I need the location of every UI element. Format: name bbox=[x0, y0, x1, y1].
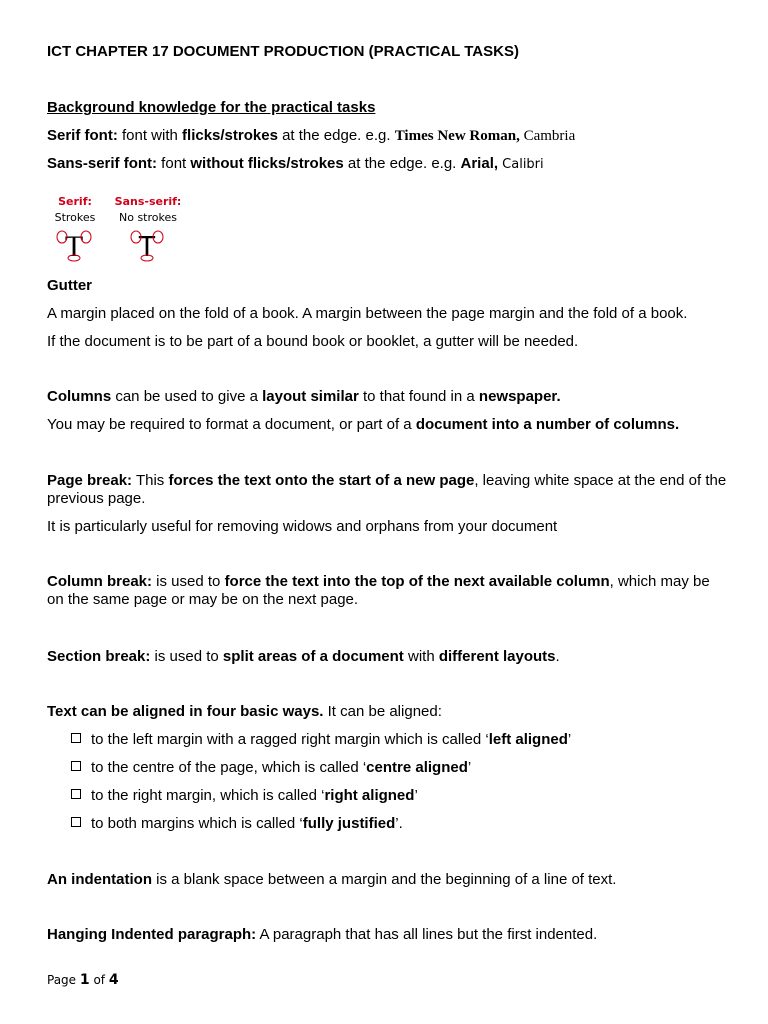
column-break-paragraph bbox=[47, 573, 728, 609]
hanging-indent-bold: Hanging Indented paragraph: bbox=[47, 926, 257, 943]
serif-label: Serif font: bbox=[47, 127, 118, 144]
serif-bold-1: flicks/strokes bbox=[182, 127, 278, 144]
columns-p2-bold: document into a number of columns. bbox=[415, 416, 680, 433]
list-item-text: to both margins which is called ‘ bbox=[91, 815, 303, 832]
section-break-bold-2: different layouts bbox=[438, 648, 556, 665]
sans-label: Sans-serif font: bbox=[47, 155, 158, 172]
columns-text-2: to that found in a bbox=[358, 388, 479, 405]
figure-sans-title: Sans-serif: bbox=[114, 195, 182, 208]
columns-paragraph-2 bbox=[47, 416, 728, 434]
list-item-bold: right aligned bbox=[324, 787, 415, 804]
figure-sans-glyph: T bbox=[138, 231, 156, 263]
list-item bbox=[71, 731, 728, 749]
indentation-paragraph bbox=[47, 871, 728, 889]
column-break-text-2: , which may be on the same page or may be on the next page. bbox=[47, 573, 710, 608]
hanging-indent-text: A paragraph that has all lines but the first indented. bbox=[256, 926, 598, 943]
gutter-heading-text: Gutter bbox=[47, 277, 92, 294]
footer-page-number: 1 bbox=[79, 972, 90, 988]
column-break-bold: force the text into the top of the next available column bbox=[224, 573, 610, 590]
list-item-bold: left aligned bbox=[488, 731, 568, 748]
figure-serif-title: Serif: bbox=[58, 195, 92, 208]
list-item-tail: ’. bbox=[395, 815, 403, 832]
serif-example-times: Times New Roman, bbox=[394, 128, 520, 144]
list-item-text: to the right margin, which is called ‘ bbox=[91, 787, 325, 804]
checkbox-bullet-icon bbox=[71, 761, 81, 771]
alignment-intro-bold: Text can be aligned in four basic ways. bbox=[47, 703, 324, 720]
section-break-text-2: with bbox=[403, 648, 439, 665]
page-break-paragraph-2: It is particularly useful for removing widows and orphans from your document bbox=[47, 518, 558, 535]
checkbox-bullet-icon bbox=[71, 733, 81, 743]
serif-text-2: at the edge. e.g. bbox=[277, 127, 395, 144]
indentation-bold: An indentation bbox=[47, 871, 152, 888]
serif-text-1: font with bbox=[117, 127, 183, 144]
figure-serif-sub: Strokes bbox=[54, 211, 96, 224]
footer-page-word: Page bbox=[47, 973, 80, 987]
page-title: ICT CHAPTER 17 DOCUMENT PRODUCTION (PRACTICAL TASKS) bbox=[47, 43, 519, 60]
list-item-bold: centre aligned bbox=[366, 759, 468, 776]
figure-sans-sub: No strokes bbox=[119, 211, 177, 224]
gutter-paragraph-2: If the document is to be part of a bound book or booklet, a gutter will be needed. bbox=[47, 333, 579, 350]
columns-text-1: can be used to give a bbox=[111, 388, 263, 405]
list-item bbox=[71, 787, 728, 805]
page-break-text-1: This bbox=[132, 472, 169, 489]
indentation-text: is a blank space between a margin and the beginning of a line of text. bbox=[152, 871, 617, 888]
sans-example-arial: Arial, bbox=[460, 155, 499, 172]
sans-text-2: at the edge. e.g. bbox=[343, 155, 461, 172]
page-break-label: Page break: bbox=[47, 472, 133, 489]
section-break-bold-1: split areas of a document bbox=[222, 648, 404, 665]
page-break-paragraph-1 bbox=[47, 472, 728, 508]
list-item-text: to the centre of the page, which is called ‘ bbox=[91, 759, 367, 776]
hanging-indent-paragraph bbox=[47, 926, 728, 944]
column-break-text-1: is used to bbox=[152, 573, 225, 590]
section-break-label: Section break: bbox=[47, 648, 151, 665]
columns-paragraph-1 bbox=[47, 388, 728, 406]
columns-bold-2: layout similar bbox=[262, 388, 359, 405]
sans-definition bbox=[47, 155, 728, 174]
checkbox-bullet-icon bbox=[71, 817, 81, 827]
list-item-bold: fully justified bbox=[302, 815, 396, 832]
checkbox-bullet-icon bbox=[71, 789, 81, 799]
page-footer bbox=[47, 972, 119, 988]
list-item-tail: ’ bbox=[414, 787, 418, 804]
columns-bold-3: newspaper. bbox=[478, 388, 561, 405]
gutter-paragraph-1: A margin placed on the fold of a book. A margin between the page margin and the fold of a book. bbox=[47, 305, 688, 322]
sans-bold-1: without flicks/strokes bbox=[190, 155, 344, 172]
sans-text-1: font bbox=[157, 155, 191, 172]
section-break-text-1: is used to bbox=[150, 648, 223, 665]
column-break-label: Column break: bbox=[47, 573, 153, 590]
list-item-text: to the left margin with a ragged right margin which is called ‘ bbox=[91, 731, 489, 748]
alignment-intro bbox=[47, 703, 728, 721]
sans-example-calibri: Calibri bbox=[498, 157, 544, 172]
footer-page-total: 4 bbox=[108, 972, 119, 988]
page-break-bold: forces the text onto the start of a new page bbox=[168, 472, 475, 489]
section-break-text-3: . bbox=[555, 648, 560, 665]
serif-definition bbox=[47, 127, 728, 145]
serif-sans-figure bbox=[50, 192, 190, 264]
list-item bbox=[71, 815, 728, 833]
list-item-tail: ’ bbox=[467, 759, 472, 776]
figure-serif-glyph: T bbox=[64, 230, 84, 263]
section-break-paragraph bbox=[47, 648, 728, 666]
list-item bbox=[71, 759, 728, 777]
gutter-heading bbox=[47, 277, 728, 295]
list-item-tail: ’ bbox=[567, 731, 572, 748]
background-heading: Background knowledge for the practical tasks bbox=[47, 99, 376, 116]
footer-of-word: of bbox=[89, 973, 109, 987]
columns-p2-text: You may be required to format a document, or part of a bbox=[47, 416, 416, 433]
page-break-text-2: , leaving white space at the end of the previous page. bbox=[47, 472, 727, 507]
columns-bold-1: Columns bbox=[47, 388, 112, 405]
serif-example-cambria: Cambria bbox=[519, 128, 576, 144]
alignment-intro-text: It can be aligned: bbox=[323, 703, 442, 720]
